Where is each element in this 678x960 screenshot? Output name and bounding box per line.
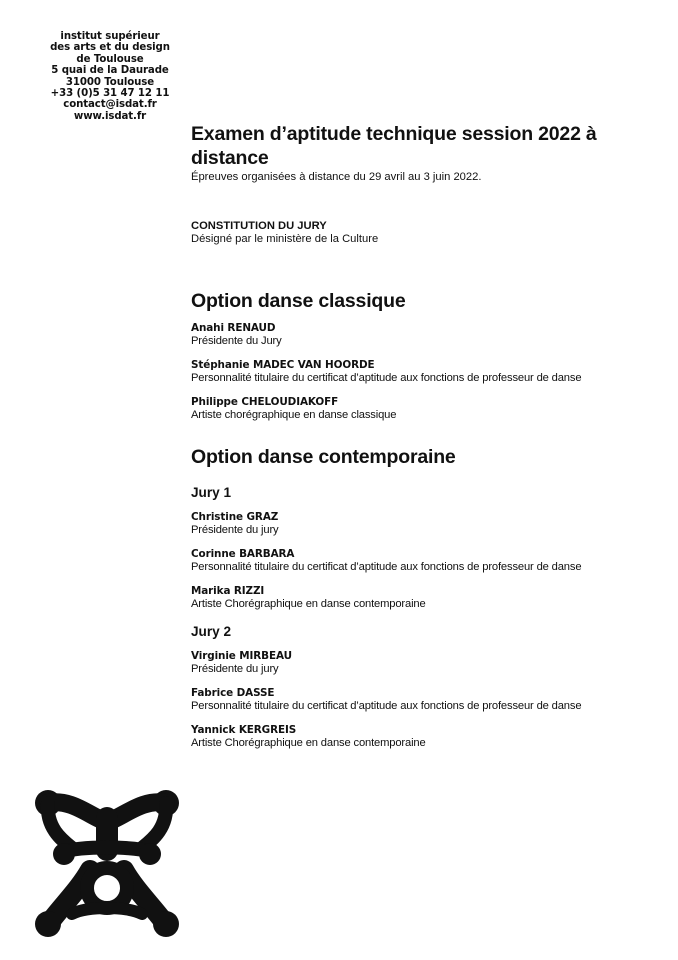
- jury-member: [191, 511, 661, 536]
- jury-constitution: [191, 220, 661, 245]
- section-title-contemporaine: Option danse contemporaine: [191, 446, 456, 468]
- member-name: Philippe CHELOUDIAKOFF: [191, 396, 339, 408]
- jury-member: [191, 724, 661, 749]
- section-title-classique: Option danse classique: [191, 290, 406, 312]
- jury-member: [191, 650, 661, 675]
- address-line: de Toulouse: [76, 53, 144, 65]
- document-subtitle: Épreuves organisées à distance du 29 avril au 3 juin 2022.: [191, 171, 482, 183]
- member-name: Fabrice DASSE: [191, 687, 275, 699]
- member-name: Christine GRAZ: [191, 511, 279, 523]
- member-role: Artiste Chorégraphique en danse contemporaine: [191, 597, 426, 610]
- address-website: www.isdat.fr: [73, 110, 147, 122]
- member-name: Virginie MIRBEAU: [191, 650, 292, 662]
- document-title: Examen d’aptitude technique session 2022 à distance: [191, 123, 597, 169]
- member-name: Anahi RENAUD: [191, 322, 276, 334]
- jury-member: [191, 687, 661, 712]
- isdat-logo-icon: [32, 788, 182, 938]
- member-role: Personnalité titulaire du certificat d’aptitude aux fonctions de professeur de danse: [191, 699, 582, 712]
- member-name: Yannick KERGREIS: [191, 724, 297, 736]
- member-role: Artiste chorégraphique en danse classique: [191, 408, 397, 421]
- jury-designation: Désigné par le ministère de la Culture: [191, 232, 379, 245]
- member-role: Présidente du jury: [191, 523, 279, 536]
- document-body: [191, 122, 661, 749]
- member-role: Personnalité titulaire du certificat d’aptitude aux fonctions de professeur de danse: [191, 560, 582, 573]
- jury-member: [191, 548, 661, 573]
- jury1-title: Jury 1: [191, 485, 232, 500]
- member-name: Stéphanie MADEC VAN HOORDE: [191, 359, 375, 371]
- address-line: institut supérieur: [60, 31, 160, 42]
- address-line: 5 quai de la Daurade: [51, 65, 169, 77]
- member-name: Corinne BARBARA: [191, 548, 295, 560]
- jury-member: [191, 359, 661, 384]
- jury-member: [191, 396, 661, 421]
- address-line: 31000 Toulouse: [65, 76, 155, 88]
- member-role: Présidente du jury: [191, 662, 279, 675]
- member-name: Marika RIZZI: [191, 585, 265, 597]
- jury2-title: Jury 2: [191, 624, 232, 639]
- institution-address: [36, 31, 184, 122]
- jury-member: [191, 585, 661, 610]
- member-role: Présidente du Jury: [191, 334, 282, 347]
- member-role: Personnalité titulaire du certificat d’aptitude aux fonctions de professeur de danse: [191, 371, 582, 384]
- member-role: Artiste Chorégraphique en danse contemporaine: [191, 736, 426, 749]
- address-line: des arts et du design: [50, 42, 170, 54]
- jury-member: [191, 322, 661, 347]
- address-email: contact@isdat.fr: [63, 99, 157, 111]
- jury-heading: CONSTITUTION DU JURY: [191, 220, 327, 232]
- address-phone: +33 (0)5 31 47 12 11: [50, 88, 170, 100]
